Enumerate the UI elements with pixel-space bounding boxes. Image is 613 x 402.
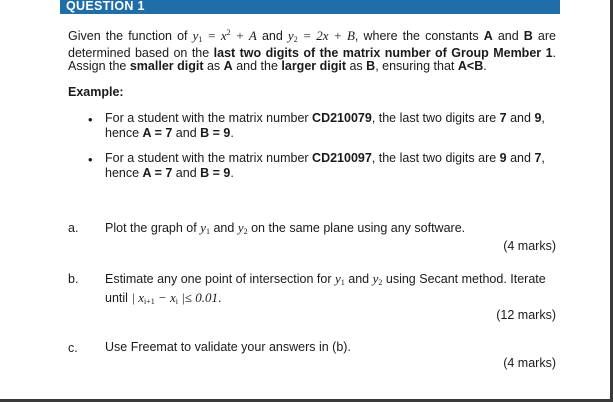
intro-emphasis: larger digit (281, 59, 346, 73)
question-b-marks: (12 marks) (496, 308, 556, 322)
constant-b: B (366, 59, 376, 73)
intro-emphasis: last two digits of the matrix number of Group Member 1 (213, 45, 553, 60)
iteration-condition: | $x_{i+1} - x_i$ |≤ 0.01 (131, 290, 218, 306)
equation-y1: $y_1 = x^2 + A$ (192, 28, 257, 44)
question-c-label: c. (68, 341, 78, 355)
example-bullet-2: For a student with the matrix number CD210097, the last two digits are 9 and 7, hence A = 7 and B = 9. (105, 151, 545, 180)
equation-y2: $y_2 = 2x + B$ (287, 28, 355, 44)
intro-text: , where the constants (354, 29, 479, 43)
question-c-text: Use Freemat to validate your answers in (b). (105, 340, 351, 354)
intro-text: and the (236, 59, 278, 73)
example-bullet-1: For a student with the matrix number CD210079, the last two digits are 7 and 9, hence A = 7 and B = 9. (105, 111, 545, 140)
intro-text: . Assign the (68, 45, 557, 73)
question-b-text: Estimate any one point of intersection for $y_1$ and $y_2$ using Secant method. Iterate until | $x_{i+1} - x_i$ |≤ 0.01. (105, 271, 546, 306)
bullet-marker: • (88, 112, 93, 127)
intro-text: Given the function of (68, 29, 188, 43)
bullet-marker: • (88, 152, 93, 167)
intro-text: as (349, 59, 363, 73)
example-label: Example: (68, 85, 124, 99)
question-a-text: Plot the graph of $y_1$ and $y_2$ on the same plane using any software. (105, 220, 466, 236)
intro-emphasis: smaller digit (129, 59, 204, 73)
question-a-label: a. (68, 221, 79, 235)
intro-text: , ensuring that (375, 59, 455, 73)
intro-emphasis: A<B (457, 59, 484, 73)
intro-text: are determined based on the (68, 29, 556, 60)
intro-text: . (483, 59, 487, 73)
constant-b: B (523, 29, 533, 43)
constant-a: A (223, 59, 233, 73)
intro-text: as (206, 59, 221, 73)
question-title: QUESTION 1 (66, 0, 145, 13)
intro-text: and (497, 29, 519, 43)
question-a-marks: (4 marks) (503, 239, 556, 253)
intro-paragraph (68, 26, 556, 74)
intro-text: and (261, 29, 283, 43)
constant-a: A (483, 29, 493, 43)
question-c-marks: (4 marks) (503, 356, 556, 370)
question-b-label: b. (68, 272, 79, 286)
